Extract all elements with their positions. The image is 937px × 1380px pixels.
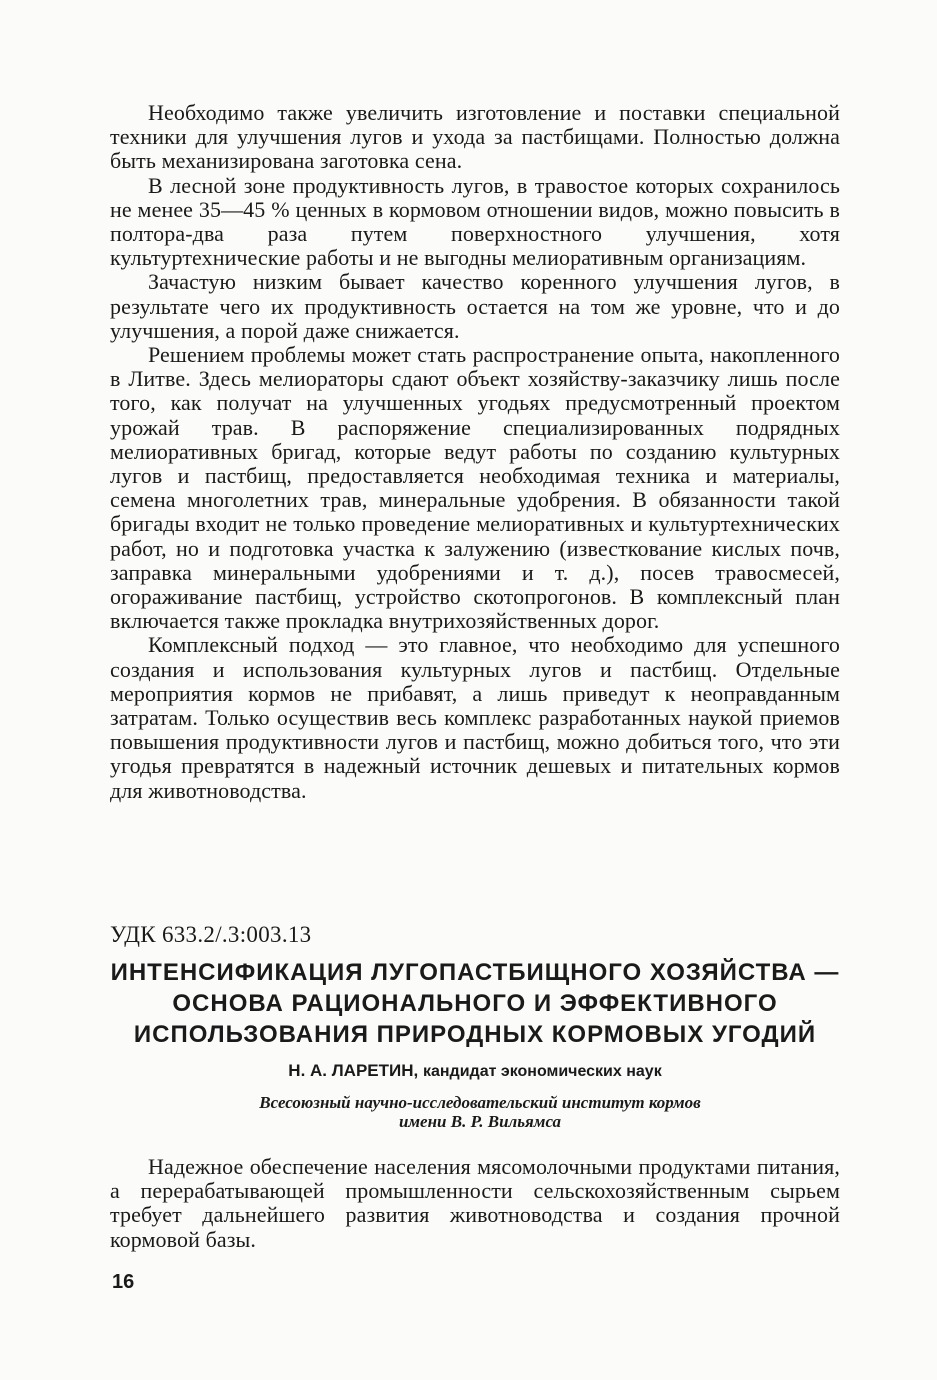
institution-line: Всесоюзный научно-исследовательский институт кормов [259,1093,701,1112]
udk-code: УДК 633.2/.3:003.13 [110,922,312,947]
title-line: ИСПОЛЬЗОВАНИЯ ПРИРОДНЫХ КОРМОВЫХ УГОДИЙ [133,1021,817,1048]
paragraph: Комплексный подход — это главное, что необходимо для успешного создания и использования культурных лугов и пастбищ. Отдельные мероприятия кормов не прибавят, а лишь приведут к неоправданным затратам. Только осуществив весь комплекс разработанных наукой приемов повышения продуктивности лугов и пастбищ, можно добиться того, что эти угодья превратятся в надежный источник дешевых и питательных кормов для животноводства. [110,632,840,803]
author-rank: кандидат экономических наук [422,1063,662,1080]
paragraph: В лесной зоне продуктивность лугов, в травостое которых сохранилось не менее 35—45 % ценных в кормовом отношении видов, можно повысить в полтора-два раза путем поверхностного улучшения, хотя культуртехнические работы и не выгодны мелиоративным организациям. [110,172,840,271]
author-name: Н. А. ЛАРЕТИН, [288,1061,419,1080]
article-body [110,1155,840,1252]
article-continuation [110,101,840,803]
author-line [110,1061,840,1081]
paragraph: Зачастую низким бывает качество коренного улучшения лугов, в результате чего их продуктивность остается на том же уровне, что и до улучшения, а порой даже снижается. [110,269,840,343]
article-title [100,957,850,1050]
title-line: ОСНОВА РАЦИОНАЛЬНОГО И ЭФФЕКТИВНОГО [172,990,778,1017]
title-line: ИНТЕНСИФИКАЦИЯ ЛУГОПАСТБИЩНОГО ХОЗЯЙСТВА — [110,959,840,986]
paragraph: Решением проблемы может стать распространение опыта, накопленного в Литве. Здесь мелиораторы сдают объект хозяйству-заказчику лишь после того, как получат на улучшенных угодьях предусмотренный проектом урожай трав. В распоряжение специализированных подрядных мелиоративных бригад, которые ведут работы по созданию культурных лугов и пастбищ, предоставляется необходимая техника и материалы, семена многолетних трав, минеральные удобрения. В обязанности такой бригады входит не только проведение мелиоративных и культуртехнических работ, но и подготовка участка к залужению (известкование кислых почв, заправка минеральными удобрениями и т. д.), посев травосмесей, огораживание пастбищ, устройство скотопрогонов. В комплексный план включается также прокладка внутрихозяйственных дорог. [110,342,840,634]
author-institution [110,1093,850,1131]
paragraph: Надежное обеспечение населения мясомолочными продуктами питания, а перерабатывающей промышленности сельскохозяйственным сырьем требует дальнейшего развития животноводства и создания прочной кормовой базы. [110,1154,840,1252]
page-number: 16 [112,1271,135,1293]
institution-line: имени В. Р. Вильямса [398,1112,562,1131]
paragraph: Необходимо также увеличить изготовление и поставки специальной техники для улучшения лугов и ухода за пастбищами. Полностью должна быть механизирована заготовка сена. [110,100,840,174]
